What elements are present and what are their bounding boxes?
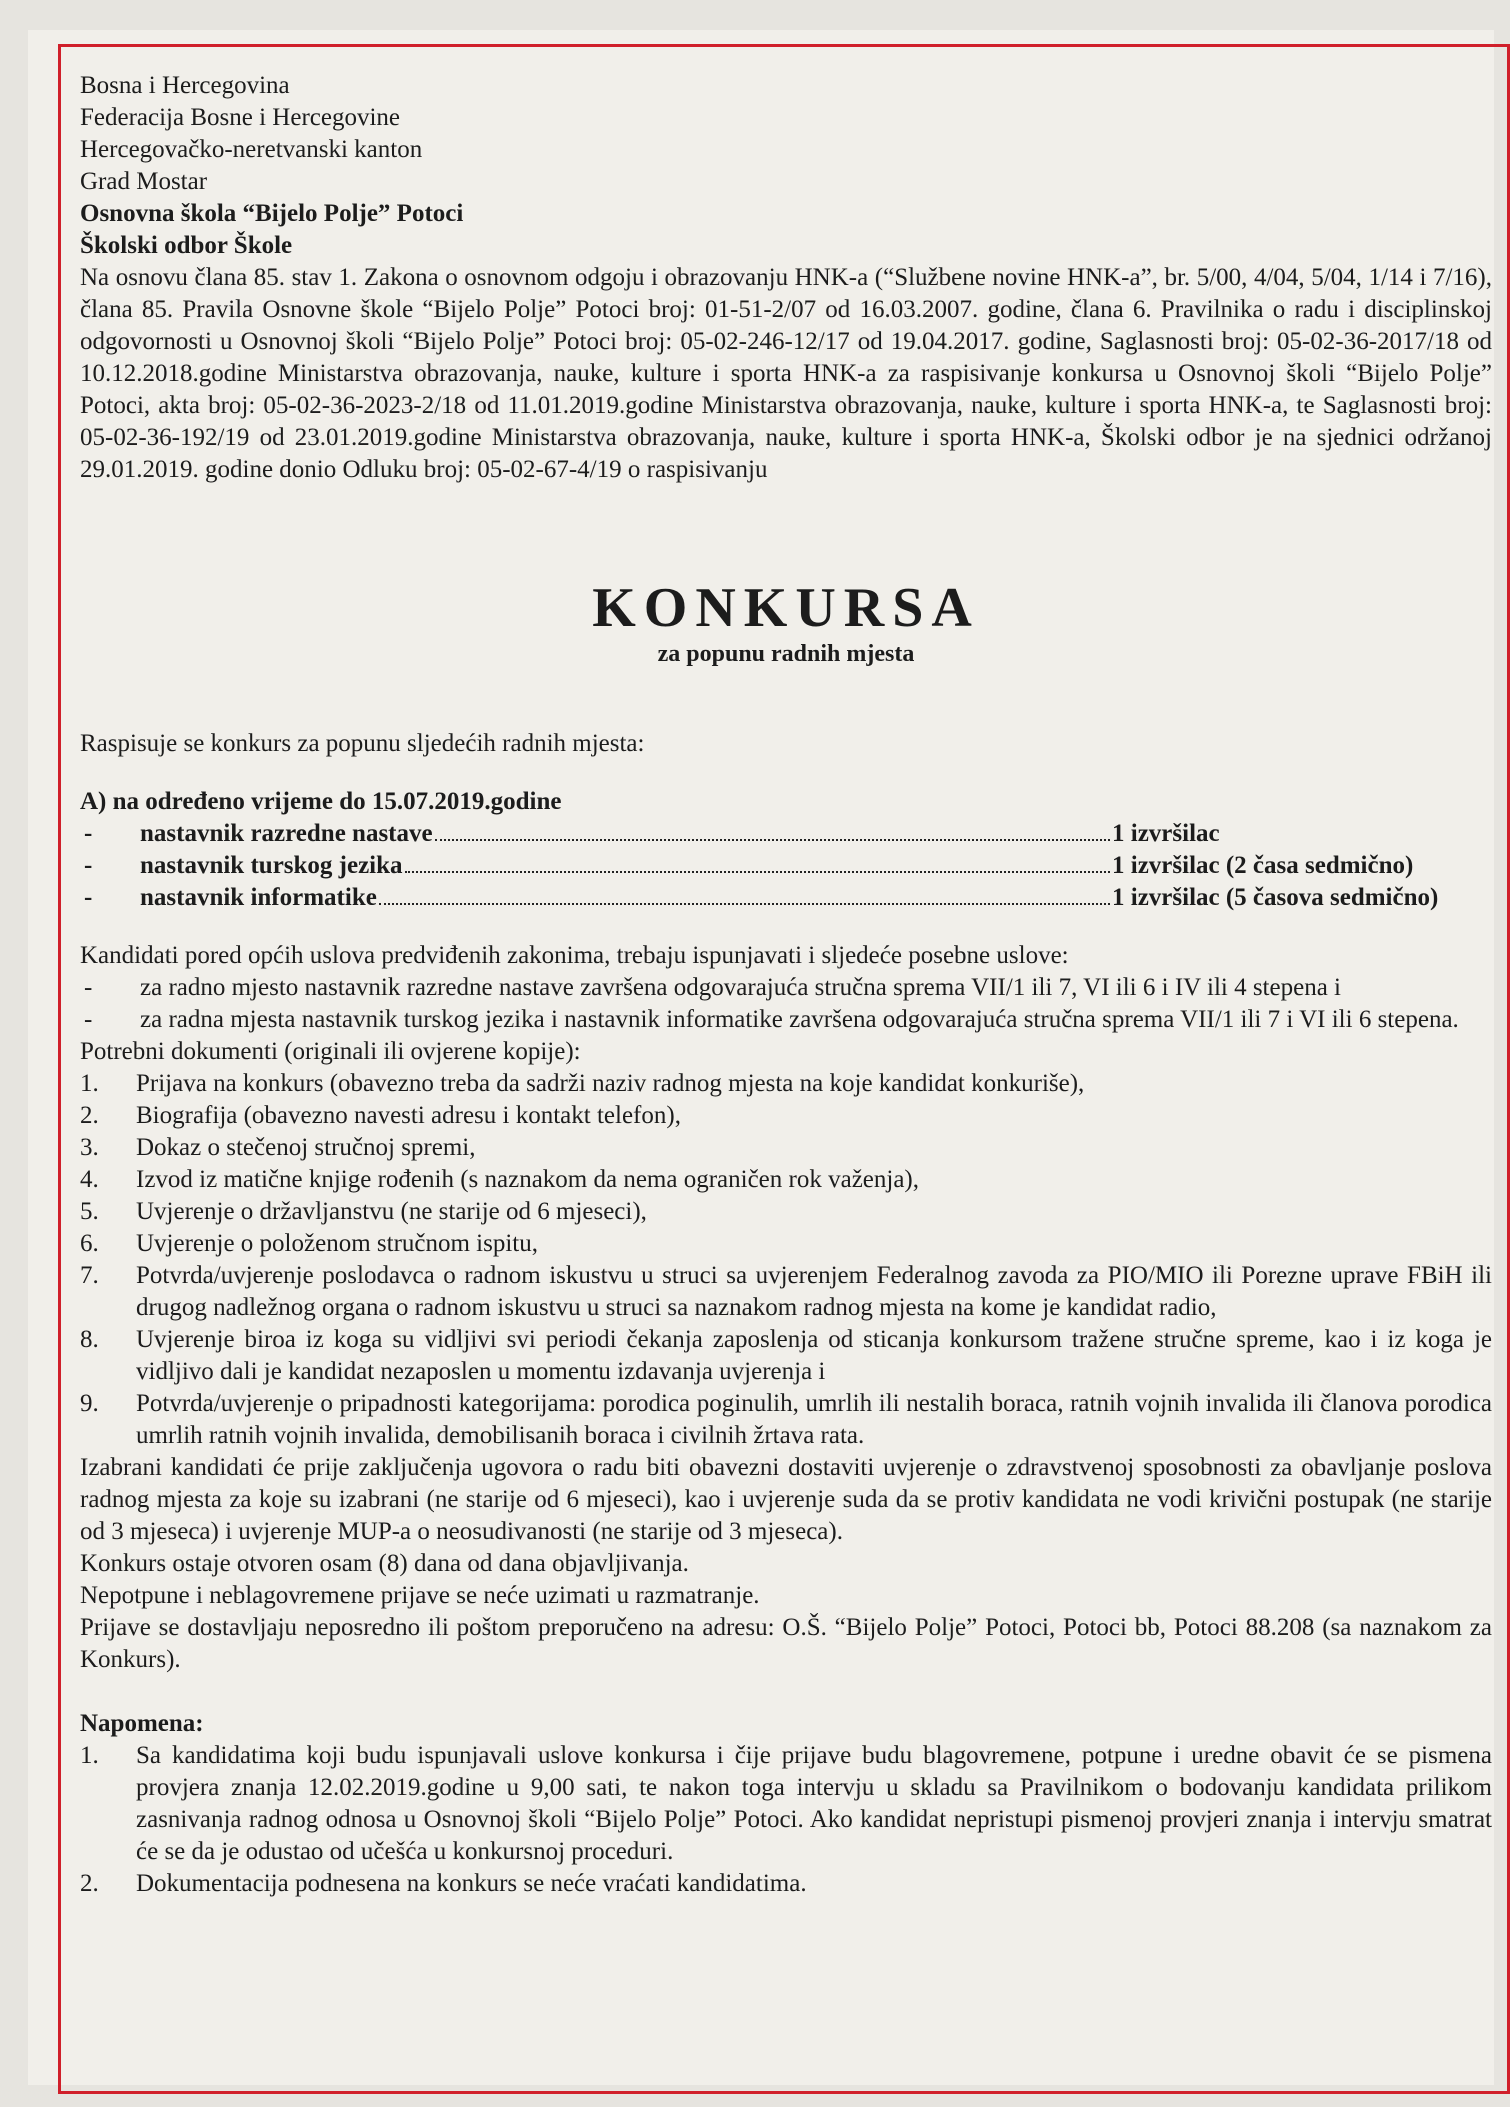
document-text: Uvjerenje o državljanstvu (ne starije od 6 mjeseci), <box>136 1198 647 1225</box>
position-dash: - <box>84 884 93 911</box>
condition-dash: - <box>84 1006 93 1033</box>
leader-dots <box>379 902 1110 905</box>
position-row <box>80 850 1492 882</box>
document-subtitle: za popunu radnih mjesta <box>657 641 915 667</box>
document-number: 7. <box>80 1262 99 1289</box>
document-number: 5. <box>80 1198 99 1225</box>
position-name: nastavnik turskog jezika <box>140 852 403 879</box>
closing-paragraph: Izabrani kandidati će prije zaključenja ugovora o radu biti obavezni dostaviti uvjerenje o zdravstvenoj sposobnosti za obavljanje poslova radnog mjesta za koje su izabrani (ne starije od 6 mjeseci), kao i uvjerenje suda da se protiv kandidata ne vodi krivični postupak (ne starije od 3 mjeseca) i uvjerenje MUP-a o neosudivanosti (ne starije od 3 mjeseca). <box>80 1454 1492 1545</box>
note-item <box>80 1868 1492 1900</box>
header-school: Osnovna škola “Bijelo Polje” Potoci <box>80 200 464 227</box>
position-count: 1 izvršilac (5 časova sedmično) <box>1112 884 1439 911</box>
document-number: 2. <box>80 1102 99 1129</box>
document-text: Izvod iz matične knjige rođenih (s naznakom da nema ograničen rok važenja), <box>136 1166 920 1193</box>
note-heading: Napomena: <box>80 1710 204 1737</box>
document-number: 4. <box>80 1166 99 1193</box>
condition-dash: - <box>84 974 93 1001</box>
header-federation: Federacija Bosne i Hercegovine <box>80 104 401 131</box>
document-text: Uvjerenje o položenom stručnom ispitu, <box>136 1230 539 1257</box>
leader-dots <box>405 870 1110 873</box>
document-item <box>80 1196 1492 1228</box>
document-text: Prijava na konkurs (obavezno treba da sadrži naziv radnog mjesta na koje kandidat konkuriše), <box>136 1070 1085 1097</box>
document-text: Potvrda/uvjerenje poslodavca o radnom iskustvu u struci sa uvjerenjem Federalnog zavoda za PIO/MIO ili Porezne uprave FBiH ili drugog nadležnog organa o radnom iskustvu u struci sa naznakom radnog mjesta na kome je kandidat radio, <box>136 1262 1492 1321</box>
document-item <box>80 1100 1492 1132</box>
header-canton: Hercegovačko-neretvanski kanton <box>80 136 423 163</box>
header-board: Školski odbor Škole <box>80 232 293 259</box>
position-count: 1 izvršilac (2 časa sedmično) <box>1112 852 1414 879</box>
note-text: Dokumentacija podnesena na konkurs se neće vraćati kandidatima. <box>136 1870 807 1897</box>
document-number: 6. <box>80 1230 99 1257</box>
closing-paragraph: Konkurs ostaje otvoren osam (8) dana od dana objavljivanja. <box>80 1550 689 1577</box>
document-item <box>80 1388 1492 1452</box>
document-item <box>80 1228 1492 1260</box>
document-item <box>80 1068 1492 1100</box>
condition-item <box>80 1004 1492 1036</box>
note-number: 1. <box>80 1742 99 1769</box>
document-text: Biografija (obavezno navesti adresu i kontakt telefon), <box>136 1102 681 1129</box>
newspaper-page <box>28 30 1494 2085</box>
intro-paragraph: Na osnovu člana 85. stav 1. Zakona o osnovnom odgoju i obrazovanju HNK-a (“Službene novine HNK-a”, br. 5/00, 4/04, 5/04, 1/14 i 7/16), člana 85. Pravila Osnovne škole “Bijelo Polje” Potoci broj: 01-51-2/07 od 16.03.2007. godine, člana 6. Pravilnika o radu i disciplinskoj odgovornosti u Osnovnoj školi “Bijelo Polje” Potoci broj: 05-02-246-12/17 od 19.04.2017. godine, Saglasnosti broj: 05-02-36-2017/18 od 10.12.2018.godine Ministarstva obrazovanja, nauke, kulture i sporta HNK-a za raspisivanje konkursa u Osnovnoj školi “Bijelo Polje” Potoci, akta broj: 05-02-36-2023-2/18 od 11.01.2019.godine Ministarstva obrazovanja, nauke, kulture i sporta HNK-a, te Saglasnosti broj: 05-02-36-192/19 od 23.01.2019.godine Ministarstva obrazovanja, nauke, kulture i sporta HNK-a, Školski odbor je na sjednici održanoj 29.01.2019. godine donio Odluku broj: 05-02-67-4/19 o raspisivanju <box>80 264 1492 483</box>
note-number: 2. <box>80 1870 99 1897</box>
closing-paragraph: Prijave se dostavljaju neposredno ili poštom preporučeno na adresu: O.Š. “Bijelo Polje” Potoci, Potoci bb, Potoci 88.208 (sa naznakom za Konkurs). <box>80 1614 1492 1673</box>
position-row <box>80 882 1492 914</box>
position-dash: - <box>84 820 93 847</box>
document-title: KONKURSA <box>592 577 980 639</box>
position-name: nastavnik informatike <box>140 884 377 911</box>
document-item <box>80 1132 1492 1164</box>
leader-dots <box>435 838 1110 841</box>
document-item <box>80 1260 1492 1324</box>
document-text: Dokaz o stečenoj stručnoj spremi, <box>136 1134 476 1161</box>
section-a-heading: A) na određeno vrijeme do 15.07.2019.godine <box>80 788 562 815</box>
note-item <box>80 1740 1492 1868</box>
documents-lead: Potrebni dokumenti (originali ili ovjerene kopije): <box>80 1038 581 1065</box>
document-item <box>80 1324 1492 1388</box>
header-country: Bosna i Hercegovina <box>80 72 290 99</box>
condition-text: za radno mjesto nastavnik razredne nastave završena odgovarajuća stručna sprema VII/1 ili 7, VI ili 6 i IV ili 4 stepena i <box>140 974 1341 1001</box>
position-name: nastavnik razredne nastave <box>140 820 433 847</box>
document-item <box>80 1164 1492 1196</box>
document-text: Potvrda/uvjerenje o pripadnosti kategorijama: porodica poginulih, umrlih ili nestalih boraca, ratnih vojnih invalida ili članova porodica umrlih ratnih vojnih invalida, demobilisanih boraca i civilnih žrtava rata. <box>136 1390 1492 1449</box>
note-text: Sa kandidatima koji budu ispunjavali uslove konkursa i čije prijave budu blagovremene, potpune i uredne obavit će se pismena provjera znanja 12.02.2019.godine u 9,00 sati, te nakon toga intervju u skladu sa Pravilnikom o bodovanju kandidata prilikom zasnivanja radnog odnosa u Osnovnoj školi “Bijelo Polje” Potoci. Ako kandidat nepristupi pismenoj provjeri znanja i intervju smatrat će se da je odustao od učešća u konkursnoj proceduri. <box>136 1742 1492 1865</box>
document-number: 3. <box>80 1134 99 1161</box>
position-dash: - <box>84 852 93 879</box>
closing-paragraph: Nepotpune i neblagovremene prijave se neće uzimati u razmatranje. <box>80 1582 760 1609</box>
announcement <box>80 70 1492 1900</box>
document-text: Uvjerenje biroa iz koga su vidljivi svi periodi čekanja zaposlenja od sticanja konkursom tražene stručne spreme, kao i iz koga je vidljivo dali je kandidat nezaposlen u momentu izdavanja uvjerenja i <box>136 1326 1492 1385</box>
conditions-lead: Kandidati pored općih uslova predviđenih zakonima, trebaju ispunjavati i sljedeće posebne uslove: <box>80 942 1069 969</box>
document-number: 1. <box>80 1070 99 1097</box>
position-row <box>80 818 1492 850</box>
document-number: 8. <box>80 1326 99 1353</box>
condition-text: za radna mjesta nastavnik turskog jezika i nastavnik informatike završena odgovarajuća stručna sprema VII/1 ili 7 i VI ili 6 stepena. <box>140 1006 1459 1033</box>
condition-item <box>80 972 1492 1004</box>
header-city: Grad Mostar <box>80 168 208 195</box>
document-number: 9. <box>80 1390 99 1417</box>
position-count: 1 izvršilac <box>1112 820 1220 847</box>
lead-sentence: Raspisuje se konkurs za popunu sljedećih radnih mjesta: <box>80 730 645 757</box>
